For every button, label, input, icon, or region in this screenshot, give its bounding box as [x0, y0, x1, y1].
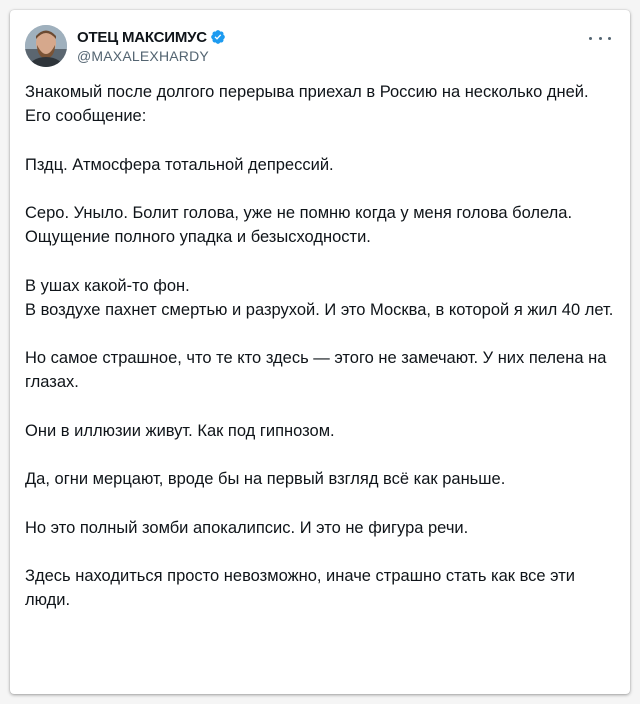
display-name[interactable]: ОТЕЦ МАКСИМУС: [77, 28, 207, 46]
tweet-line: Но это полный зомби апокалипсис. И это не фигура речи.: [25, 518, 469, 537]
tweet-line: В ушах какой-то фон.: [25, 276, 190, 295]
tweet-paragraph: [25, 564, 615, 612]
tweet-line: Ощущение полного упадка и безысходности.: [25, 228, 371, 247]
tweet-paragraph: [25, 467, 615, 491]
more-dot: [608, 37, 611, 40]
author-block: [77, 27, 226, 64]
avatar[interactable]: [25, 25, 67, 67]
tweet-line: Они в иллюзии живут. Как под гипнозом.: [25, 421, 335, 440]
tweet-line: Знакомый после долгого перерыва приехал в Россию на несколько дней.: [25, 83, 589, 101]
tweet-line: Здесь находиться просто невозможно, иначе страшно стать как все эти люди.: [25, 566, 575, 610]
tweet-paragraph: [25, 346, 615, 394]
more-dot: [599, 37, 602, 40]
tweet-paragraph: [25, 153, 615, 177]
tweet-paragraph: [25, 274, 615, 322]
tweet-text: [25, 80, 615, 612]
tweet-card: [10, 10, 630, 694]
tweet-line: Его сообщение:: [25, 107, 147, 126]
verified-badge-icon: [210, 29, 226, 45]
handle[interactable]: @MAXALEXHARDY: [77, 48, 209, 64]
tweet-line: Да, огни мерцают, вроде бы на первый взгляд всё как раньше.: [25, 470, 506, 489]
display-name-row: [77, 27, 226, 47]
tweet-line: Пздц. Атмосфера тотальной депрессий.: [25, 155, 334, 174]
tweet-header: [25, 25, 615, 67]
more-options-icon[interactable]: [589, 31, 611, 45]
avatar-image: [25, 25, 67, 67]
more-dot: [589, 37, 592, 40]
tweet-paragraph: [25, 516, 615, 540]
tweet-line: Серо. Уныло. Болит голова, уже не помню когда у меня голова болела.: [25, 203, 573, 222]
tweet-paragraph: [25, 201, 615, 249]
tweet-paragraph: [25, 80, 615, 128]
tweet-paragraph: [25, 419, 615, 443]
tweet-line: В воздухе пахнет смертью и разрухой. И это Москва, в которой я жил 40 лет.: [25, 300, 614, 319]
tweet-line: Но самое страшное, что те кто здесь — этого не замечают. У них пелена на глазах.: [25, 349, 607, 392]
